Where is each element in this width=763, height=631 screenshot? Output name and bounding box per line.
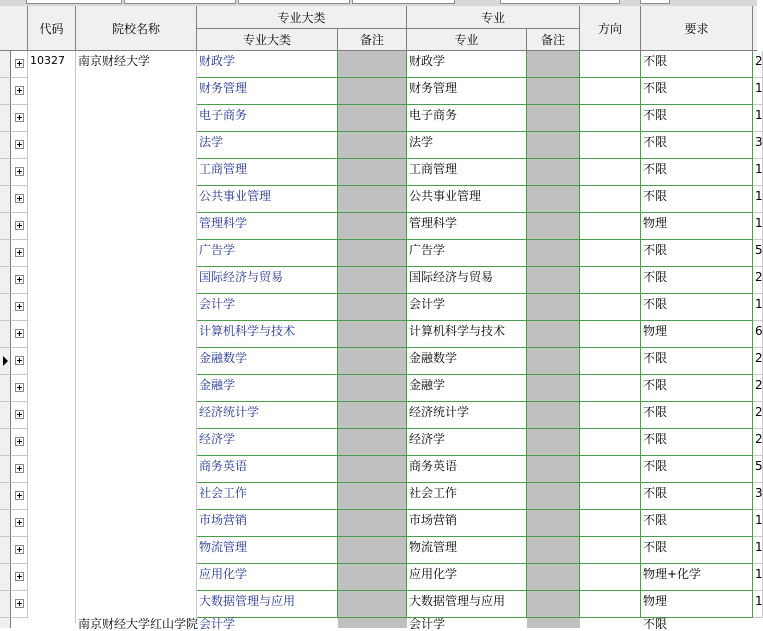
row-selector[interactable] bbox=[0, 591, 11, 618]
extra-cell[interactable]: 1 bbox=[753, 213, 763, 240]
header-major-note[interactable]: 备注 bbox=[527, 29, 580, 51]
expand-plus-icon[interactable] bbox=[15, 167, 24, 176]
major-note-cell[interactable] bbox=[527, 186, 580, 213]
requirement-cell[interactable]: 不限 bbox=[641, 483, 753, 510]
note-cell bbox=[338, 618, 407, 628]
major-cell[interactable]: 计算机科学与技术 bbox=[407, 321, 527, 348]
expand-cell bbox=[11, 483, 28, 510]
expand-cell bbox=[11, 456, 28, 483]
extra-cell[interactable]: 2 bbox=[753, 429, 763, 456]
extra-cell[interactable]: 1 bbox=[753, 564, 763, 591]
direction-cell[interactable] bbox=[580, 591, 641, 618]
direction-cell[interactable] bbox=[580, 213, 641, 240]
category-note-cell[interactable] bbox=[338, 564, 407, 591]
requirement-cell[interactable]: 不限 bbox=[641, 294, 753, 321]
major-cell[interactable]: 社会工作 bbox=[407, 483, 527, 510]
expand-cell bbox=[11, 429, 28, 456]
expand-plus-icon[interactable] bbox=[15, 113, 24, 122]
major-category-cell[interactable]: 电子商务 bbox=[197, 105, 338, 132]
next-category: 会计学 bbox=[199, 617, 236, 631]
row-selector[interactable] bbox=[0, 78, 11, 105]
direction-cell[interactable] bbox=[580, 321, 641, 348]
extra-cell[interactable]: 6 bbox=[753, 321, 763, 348]
expand-cell bbox=[11, 348, 28, 375]
header-extra[interactable] bbox=[753, 6, 757, 51]
row-selector[interactable] bbox=[0, 537, 11, 564]
expand-cell bbox=[11, 375, 28, 402]
major-note-cell[interactable] bbox=[527, 159, 580, 186]
extra-cell[interactable]: 5 bbox=[753, 240, 763, 267]
direction-cell[interactable] bbox=[580, 402, 641, 429]
row-selector[interactable] bbox=[0, 267, 11, 294]
major-cell[interactable]: 应用化学 bbox=[407, 564, 527, 591]
expand-cell bbox=[11, 240, 28, 267]
requirement-cell[interactable]: 不限 bbox=[641, 51, 753, 78]
major-cell[interactable]: 金融数学 bbox=[407, 348, 527, 375]
major-note-cell[interactable] bbox=[527, 456, 580, 483]
major-category-cell[interactable]: 经济学 bbox=[197, 429, 338, 456]
category-note-cell[interactable] bbox=[338, 132, 407, 159]
expand-cell bbox=[11, 186, 28, 213]
direction-cell[interactable] bbox=[580, 483, 641, 510]
category-note-cell[interactable] bbox=[338, 213, 407, 240]
category-note-cell[interactable] bbox=[338, 321, 407, 348]
header-major-category-group: 专业大类 bbox=[197, 6, 407, 29]
major-cell[interactable]: 工商管理 bbox=[407, 159, 527, 186]
category-note-cell[interactable] bbox=[338, 456, 407, 483]
expand-plus-icon[interactable] bbox=[15, 410, 24, 419]
expand-plus-icon[interactable] bbox=[15, 329, 24, 338]
major-note-cell[interactable] bbox=[527, 483, 580, 510]
major-category-cell[interactable]: 经济统计学 bbox=[197, 402, 338, 429]
category-note-cell[interactable] bbox=[338, 186, 407, 213]
expand-plus-icon[interactable] bbox=[15, 59, 24, 68]
major-category-cell[interactable]: 广告学 bbox=[197, 240, 338, 267]
major-category-cell[interactable]: 大数据管理与应用 bbox=[197, 591, 338, 618]
expand-cell bbox=[11, 105, 28, 132]
expand-cell bbox=[11, 537, 28, 564]
direction-cell[interactable] bbox=[580, 186, 641, 213]
requirement-cell[interactable]: 不限 bbox=[641, 240, 753, 267]
expand-cell bbox=[11, 294, 28, 321]
header-major[interactable]: 专业 bbox=[407, 29, 527, 51]
category-note-cell[interactable] bbox=[338, 429, 407, 456]
direction-cell[interactable] bbox=[580, 294, 641, 321]
row-selector[interactable] bbox=[0, 186, 11, 213]
major-category-cell[interactable]: 会计学 bbox=[197, 294, 338, 321]
major-cell[interactable]: 广告学 bbox=[407, 240, 527, 267]
requirement-cell[interactable]: 不限 bbox=[641, 429, 753, 456]
row-selector[interactable] bbox=[0, 618, 11, 628]
requirement-cell[interactable]: 不限 bbox=[641, 186, 753, 213]
major-category-cell[interactable]: 计算机科学与技术 bbox=[197, 321, 338, 348]
major-cell[interactable]: 国际经济与贸易 bbox=[407, 267, 527, 294]
major-note-cell[interactable] bbox=[527, 429, 580, 456]
filter-box[interactable] bbox=[238, 0, 350, 4]
category-note-cell[interactable] bbox=[338, 78, 407, 105]
direction-cell[interactable] bbox=[580, 375, 641, 402]
next-school-row[interactable] bbox=[0, 617, 757, 631]
extra-cell[interactable]: 1 bbox=[753, 591, 763, 618]
school-name-cell[interactable]: 南京财经大学 bbox=[76, 51, 197, 623]
next-school-name: 南京财经大学红山学院 bbox=[78, 617, 199, 631]
extra-cell[interactable]: 1 bbox=[753, 186, 763, 213]
major-cell[interactable]: 管理科学 bbox=[407, 213, 527, 240]
major-note-cell[interactable] bbox=[527, 375, 580, 402]
category-note-cell[interactable] bbox=[338, 402, 407, 429]
extra-cell[interactable]: 3 bbox=[753, 132, 763, 159]
major-category-cell[interactable]: 商务英语 bbox=[197, 456, 338, 483]
filter-box[interactable] bbox=[352, 0, 455, 4]
expand-cell bbox=[11, 51, 28, 78]
expand-plus-icon[interactable] bbox=[15, 140, 24, 149]
major-note-cell[interactable] bbox=[527, 132, 580, 159]
major-note-cell[interactable] bbox=[527, 591, 580, 618]
major-note-cell[interactable] bbox=[527, 240, 580, 267]
expand-plus-icon[interactable] bbox=[15, 248, 24, 257]
requirement-cell[interactable]: 不限 bbox=[641, 267, 753, 294]
requirement-cell[interactable]: 不限 bbox=[641, 402, 753, 429]
category-note-cell[interactable] bbox=[338, 51, 407, 78]
next-requirement: 不限 bbox=[643, 617, 668, 631]
requirement-cell[interactable]: 不限 bbox=[641, 159, 753, 186]
direction-cell[interactable] bbox=[580, 456, 641, 483]
major-note-cell[interactable] bbox=[527, 510, 580, 537]
major-category-cell[interactable]: 公共事业管理 bbox=[197, 186, 338, 213]
major-cell[interactable]: 会计学 bbox=[407, 294, 527, 321]
requirement-cell[interactable]: 不限 bbox=[641, 348, 753, 375]
header-major-group: 专业 bbox=[407, 6, 580, 29]
expand-cell bbox=[11, 510, 28, 537]
row-selector[interactable] bbox=[0, 429, 11, 456]
major-note-cell[interactable] bbox=[527, 213, 580, 240]
major-category-cell[interactable]: 国际经济与贸易 bbox=[197, 267, 338, 294]
direction-cell[interactable] bbox=[580, 105, 641, 132]
row-selector[interactable] bbox=[0, 456, 11, 483]
major-category-cell[interactable]: 金融数学 bbox=[197, 348, 338, 375]
row-selector[interactable] bbox=[0, 105, 11, 132]
row-selector[interactable] bbox=[0, 348, 11, 375]
major-category-cell[interactable]: 管理科学 bbox=[197, 213, 338, 240]
major-note-cell[interactable] bbox=[527, 294, 580, 321]
major-cell[interactable]: 电子商务 bbox=[407, 105, 527, 132]
major-category-cell[interactable]: 市场营销 bbox=[197, 510, 338, 537]
extra-cell[interactable]: 2 bbox=[753, 348, 763, 375]
major-cell[interactable]: 大数据管理与应用 bbox=[407, 591, 527, 618]
extra-cell[interactable]: 1 bbox=[753, 105, 763, 132]
expand-plus-icon[interactable] bbox=[15, 545, 24, 554]
direction-cell[interactable] bbox=[580, 348, 641, 375]
requirement-cell[interactable]: 物理 bbox=[641, 213, 753, 240]
row-selector[interactable] bbox=[0, 294, 11, 321]
header-requirement[interactable]: 要求 bbox=[641, 6, 753, 51]
major-category-cell[interactable]: 金融学 bbox=[197, 375, 338, 402]
major-note-cell[interactable] bbox=[527, 348, 580, 375]
major-cell[interactable]: 财政学 bbox=[407, 51, 527, 78]
expand-plus-icon[interactable] bbox=[15, 194, 24, 203]
category-note-cell[interactable] bbox=[338, 483, 407, 510]
expand-plus-icon[interactable] bbox=[15, 356, 24, 365]
major-cell[interactable]: 法学 bbox=[407, 132, 527, 159]
row-selector[interactable] bbox=[0, 213, 11, 240]
category-note-cell[interactable] bbox=[338, 375, 407, 402]
row-selector[interactable] bbox=[0, 132, 11, 159]
category-note-cell[interactable] bbox=[338, 267, 407, 294]
filter-box[interactable] bbox=[26, 0, 122, 4]
category-note-cell[interactable] bbox=[338, 591, 407, 618]
category-note-cell[interactable] bbox=[338, 294, 407, 321]
expand-cell bbox=[11, 159, 28, 186]
major-category-cell[interactable]: 物流管理 bbox=[197, 537, 338, 564]
requirement-cell[interactable]: 物理+化学 bbox=[641, 564, 753, 591]
extra-cell[interactable]: 1 bbox=[753, 537, 763, 564]
category-note-cell[interactable] bbox=[338, 159, 407, 186]
expand-cell bbox=[11, 213, 28, 240]
header-category-note[interactable]: 备注 bbox=[338, 29, 407, 51]
category-note-cell[interactable] bbox=[338, 348, 407, 375]
category-note-cell[interactable] bbox=[338, 537, 407, 564]
header-major-category[interactable]: 专业大类 bbox=[197, 29, 338, 51]
requirement-cell[interactable]: 物理 bbox=[641, 591, 753, 618]
major-cell[interactable]: 公共事业管理 bbox=[407, 186, 527, 213]
major-note-cell[interactable] bbox=[527, 402, 580, 429]
expand-cell bbox=[11, 78, 28, 105]
major-cell[interactable]: 物流管理 bbox=[407, 537, 527, 564]
major-note-cell[interactable] bbox=[527, 267, 580, 294]
major-cell[interactable]: 经济统计学 bbox=[407, 402, 527, 429]
category-note-cell[interactable] bbox=[338, 510, 407, 537]
extra-cell[interactable]: 2 bbox=[753, 267, 763, 294]
expand-cell bbox=[11, 564, 28, 591]
header-code[interactable]: 代码 bbox=[28, 6, 76, 51]
extra-cell[interactable]: 1 bbox=[753, 78, 763, 105]
extra-cell[interactable]: 2 bbox=[753, 402, 763, 429]
requirement-cell[interactable]: 不限 bbox=[641, 456, 753, 483]
school-code-cell[interactable]: 10327 bbox=[28, 51, 76, 623]
major-category-cell[interactable]: 应用化学 bbox=[197, 564, 338, 591]
row-selector[interactable] bbox=[0, 51, 11, 78]
category-note-cell[interactable] bbox=[338, 105, 407, 132]
expand-cell bbox=[11, 591, 28, 618]
extra-cell[interactable]: 5 bbox=[753, 456, 763, 483]
expand-plus-icon[interactable] bbox=[15, 302, 24, 311]
current-row-arrow-icon bbox=[3, 356, 8, 366]
row-selector[interactable] bbox=[0, 240, 11, 267]
direction-cell[interactable] bbox=[580, 429, 641, 456]
major-note-cell[interactable] bbox=[527, 51, 580, 78]
expand-plus-icon[interactable] bbox=[15, 599, 24, 608]
extra-cell[interactable]: 2 bbox=[753, 51, 763, 78]
major-note-cell[interactable] bbox=[527, 321, 580, 348]
expand-plus-icon[interactable] bbox=[15, 221, 24, 230]
requirement-cell[interactable]: 不限 bbox=[641, 132, 753, 159]
row-selector[interactable] bbox=[0, 321, 11, 348]
row-selector[interactable] bbox=[0, 483, 11, 510]
header-direction[interactable]: 方向 bbox=[580, 6, 641, 51]
requirement-cell[interactable]: 不限 bbox=[641, 105, 753, 132]
major-category-cell[interactable]: 财政学 bbox=[197, 51, 338, 78]
filter-box[interactable] bbox=[500, 0, 620, 4]
expand-cell bbox=[11, 132, 28, 159]
requirement-cell[interactable]: 不限 bbox=[641, 537, 753, 564]
major-note-cell[interactable] bbox=[527, 537, 580, 564]
next-major: 会计学 bbox=[409, 617, 446, 631]
direction-cell[interactable] bbox=[580, 159, 641, 186]
expand-cell bbox=[11, 321, 28, 348]
direction-cell[interactable] bbox=[580, 510, 641, 537]
row-selector[interactable] bbox=[0, 510, 11, 537]
expand-plus-icon[interactable] bbox=[15, 518, 24, 527]
major-cell[interactable]: 市场营销 bbox=[407, 510, 527, 537]
row-selector[interactable] bbox=[0, 375, 11, 402]
note-cell bbox=[527, 618, 580, 628]
filter-box[interactable] bbox=[124, 0, 236, 4]
direction-cell[interactable] bbox=[580, 78, 641, 105]
extra-cell[interactable]: 1 bbox=[753, 510, 763, 537]
direction-cell[interactable] bbox=[580, 240, 641, 267]
expand-plus-icon[interactable] bbox=[15, 437, 24, 446]
requirement-cell[interactable]: 不限 bbox=[641, 375, 753, 402]
extra-cell[interactable]: 2 bbox=[753, 375, 763, 402]
filter-box[interactable] bbox=[640, 0, 670, 4]
expand-cell bbox=[11, 267, 28, 294]
direction-cell[interactable] bbox=[580, 564, 641, 591]
requirement-cell[interactable]: 物理 bbox=[641, 321, 753, 348]
major-category-cell[interactable]: 财务管理 bbox=[197, 78, 338, 105]
expand-plus-icon[interactable] bbox=[15, 572, 24, 581]
extra-cell[interactable]: 3 bbox=[753, 483, 763, 510]
major-note-cell[interactable] bbox=[527, 564, 580, 591]
expand-plus-icon[interactable] bbox=[15, 275, 24, 284]
category-note-cell[interactable] bbox=[338, 240, 407, 267]
direction-cell[interactable] bbox=[580, 267, 641, 294]
row-selector[interactable] bbox=[0, 402, 11, 429]
extra-cell[interactable]: 1 bbox=[753, 294, 763, 321]
major-cell[interactable]: 商务英语 bbox=[407, 456, 527, 483]
expand-cell bbox=[11, 402, 28, 429]
direction-cell[interactable] bbox=[580, 537, 641, 564]
major-cell[interactable]: 经济学 bbox=[407, 429, 527, 456]
expand-plus-icon[interactable] bbox=[15, 491, 24, 500]
direction-cell[interactable] bbox=[580, 132, 641, 159]
requirement-cell[interactable]: 不限 bbox=[641, 78, 753, 105]
major-category-cell[interactable]: 社会工作 bbox=[197, 483, 338, 510]
requirement-cell[interactable]: 不限 bbox=[641, 510, 753, 537]
header-corner bbox=[0, 6, 28, 51]
major-cell[interactable]: 财务管理 bbox=[407, 78, 527, 105]
expand-plus-icon[interactable] bbox=[15, 86, 24, 95]
header-school-name[interactable]: 院校名称 bbox=[76, 6, 197, 51]
major-category-cell[interactable]: 法学 bbox=[197, 132, 338, 159]
row-selector[interactable] bbox=[0, 159, 11, 186]
major-note-cell[interactable] bbox=[527, 105, 580, 132]
row-selector[interactable] bbox=[0, 564, 11, 591]
expand-plus-icon[interactable] bbox=[15, 464, 24, 473]
extra-cell[interactable]: 1 bbox=[753, 159, 763, 186]
direction-cell[interactable] bbox=[580, 51, 641, 78]
expand-plus-icon[interactable] bbox=[15, 383, 24, 392]
major-note-cell[interactable] bbox=[527, 78, 580, 105]
major-category-cell[interactable]: 工商管理 bbox=[197, 159, 338, 186]
major-cell[interactable]: 金融学 bbox=[407, 375, 527, 402]
